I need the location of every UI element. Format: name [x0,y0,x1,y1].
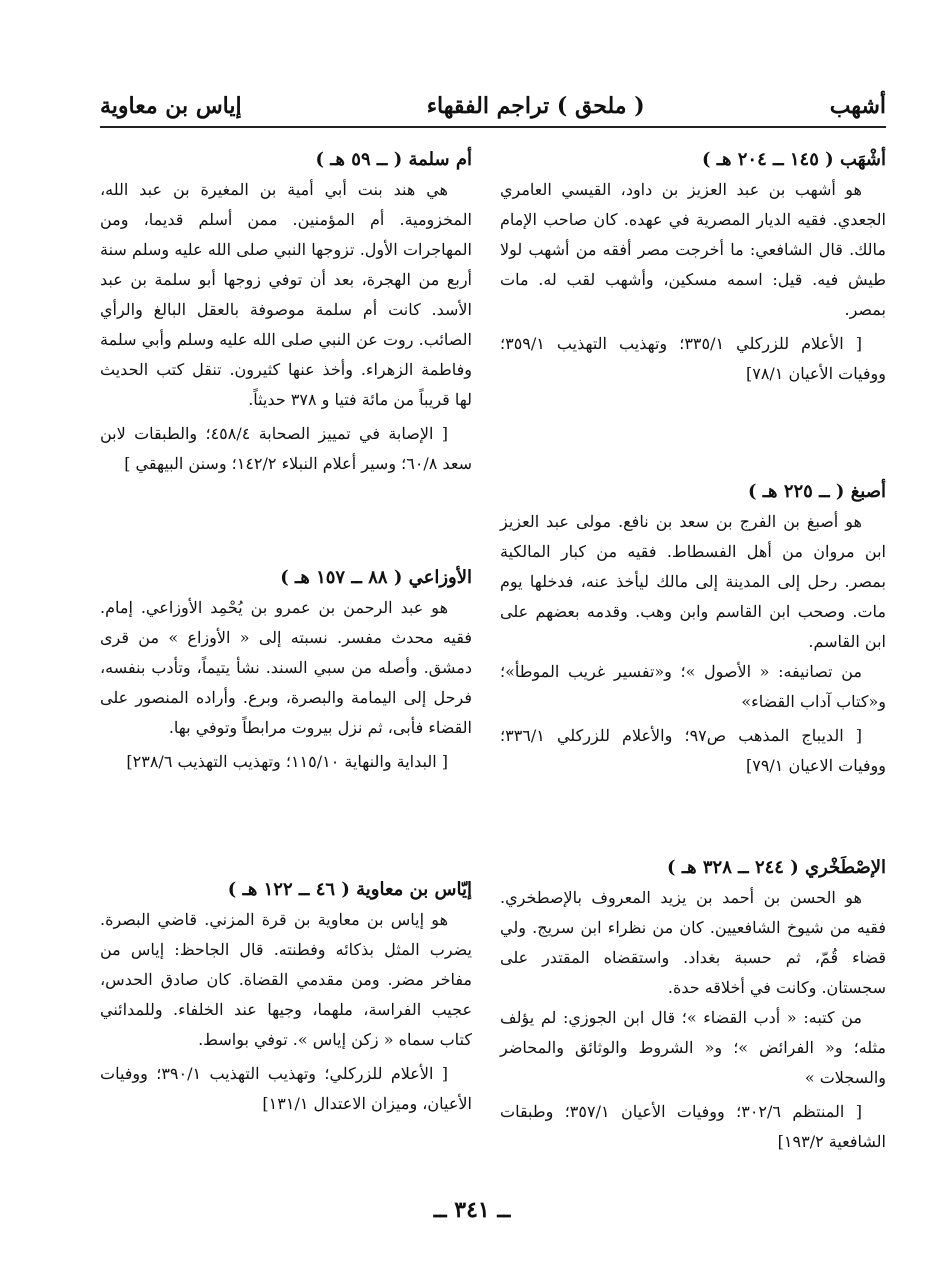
entry-body: هو أصبغ بن الفرج بن سعد بن نافع. مولى عبد العزيز ابن مروان من أهل الفسطاط. فقيه من كبار المالكية بمصر. رحل إلى المدينة إلى مالك ليأخذ عنه، فدخلها يوم مات. وصحب ابن القاسم وابن وهب. وقدمه بعضهم على ابن القاسم. [500,512,886,651]
entry-body: هو عبد الرحمن بن عمرو بن يُحْمِد الأوزاعي. إمام. فقيه محدث مفسر. نسبته إلى « الأوزاع » من قرى دمشق. وأصله من سبي السند. نشأ يتيماً، وتأدب بنفسه، فرحل إلى اليمامة والبصرة، وبرع. وأراده المنصور على القضاء فأبى، ثم نزل بيروت مرابطاً وتوفي بها. [100,598,472,737]
entry-title: أشْهَب ( ١٤٥ ــ ٢٠٤ هـ ) [701,149,886,170]
entry-references: [ الأعلام للزركلي؛ وتهذيب التهذيب ٣٩٠/١؛ ووفيات الأعيان، وميزان الاعتدال ١٣١/١] [100,1064,472,1113]
entry-body: هي هند بنت أبي أمية بن المغيرة بن عبد الله، المخزومية. أم المؤمنين. ممن أسلم قديما، ومن المهاجرات الأول. تزوجها النبي صلى الله عليه وسلم سنة أربع من الهجرة، بعد أن توفي زوجها أبو سلمة بن عبد الأسد. كانت أم سلمة موصوفة بالعقل البالغ والرأي الصائب. روت عن النبي صلى الله عليه وسلم وأبي سلمة وفاطمة الزهراء. وأخذ عنها كثيرون. تنقل كتب الحديث لها قريباً من مائة فتيا و ٣٧٨ حديثاً. [100,180,472,409]
entry-works: من تصانيفه: « الأصول »؛ و«تفسير غريب الموطأ»؛ و«كتاب آداب القضاء» [500,662,886,711]
entry-works: من كتبه: « أدب القضاء »؛ قال ابن الجوزي: لم يؤلف مثله؛ و« الفرائض »؛ و« الشروط والوثائق والمحاضر والسجلات » [500,1008,886,1087]
entry-references: [ المنتظم ٣٠٢/٦؛ ووفيات الأعيان ٣٥٧/١؛ وطبقات الشافعية ١٩٣/٢] [500,1102,886,1151]
page-number: ــ ٣٤١ ــ [433,1197,511,1223]
entry-istakhri [500,853,886,1157]
entry-asbagh [500,477,886,781]
entry-ashhab [500,145,886,389]
entry-title: الأوزاعي ( ٨٨ ــ ١٥٧ هـ ) [280,567,472,588]
running-header [100,88,886,124]
entry-references: [ الأعلام للزركلي ٣٣٥/١؛ وتهذيب التهذيب ٣٥٩/١؛ ووفيات الأعيان ٧٨/١] [500,334,886,383]
entry-title: إيّاس بن معاوية ( ٤٦ ــ ١٢٢ هـ ) [227,879,472,900]
entry-references: [ الإصابة في تمييز الصحابة ٤٥٨/٤؛ والطبقات لابن سعد ٦٠/٨؛ وسير أعلام النبلاء ١٤٢/٢؛ وسنن البيهقي ] [100,424,472,473]
entry-title: أم سلمة ( ــ ٥٩ هـ ) [315,149,472,170]
entry-title: الإصْطَخْري ( ٢٤٤ ــ ٣٢٨ هـ ) [667,857,886,878]
entry-body: هو أشهب بن عبد العزيز بن داود، القيسي العامري الجعدي. فقيه الديار المصرية في عهده. كان صاحب الإمام مالك. قال الشافعي: ما أخرجت مصر أفقه من أشهب لولا طيش فيه. قيل: اسمه مسكين، وأشهب لقب له. مات بمصر. [500,180,886,319]
header-center: ( ملحق ) تراجم الفقهاء [426,93,645,119]
entry-title: أصبغ ( ــ ٢٢٥ هـ ) [747,481,886,502]
header-right: أشهب [829,93,886,119]
entry-awzai [100,563,472,777]
entry-umm-salama [100,145,472,479]
entry-body: هو الحسن بن أحمد بن يزيد المعروف بالإصطخري. فقيه من شيوخ الشافعيين. كان من نظراء ابن سريج. ولي قضاء قُمّ، ثم حسبة بغداد. واستقضاه المقتدر على سجستان. وكانت في أخلاقه حدة. [500,888,886,997]
entry-body: هو إياس بن معاوية بن قرة المزني. قاضي البصرة. يضرب المثل بذكائه وفطنته. قال الجاحظ: إياس من مفاخر مضر. ومن مقدمي القضاة. كان صادق الحدس، عجيب الفراسة، ملهما، وجيها عند الخلفاء. وللمدائني كتاب سماه « زكن إياس ». توفي بواسط. [100,910,472,1049]
header-divider [100,126,886,128]
header-left: إياس بن معاوية [100,93,242,119]
entry-iyas [100,875,472,1119]
entry-references: [ الديباج المذهب ص٩٧؛ والأعلام للزركلي ٣٣٦/١؛ ووفيات الاعيان ٧٩/١] [500,726,886,775]
entry-references: [ البداية والنهاية ١١٥/١٠؛ وتهذيب التهذيب ٢٣٨/٦] [126,752,448,771]
